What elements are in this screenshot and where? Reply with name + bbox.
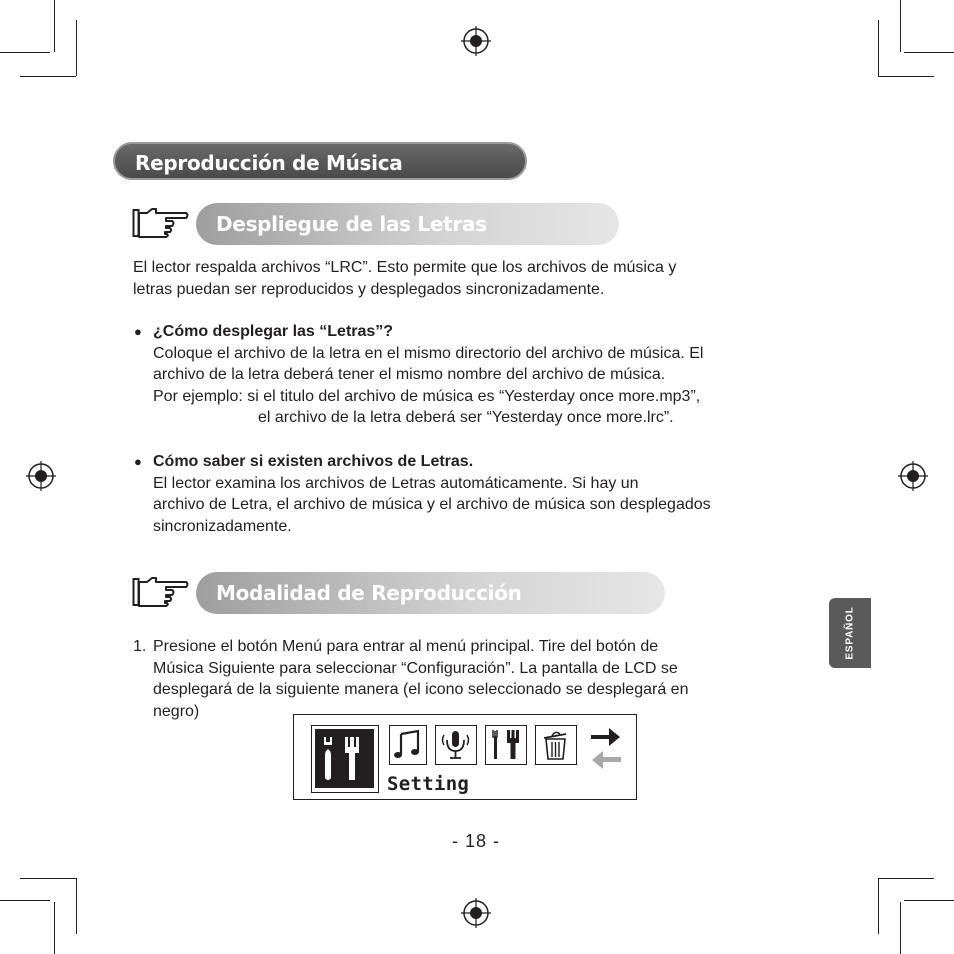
step-line: negro) bbox=[153, 702, 200, 720]
bullet2-line: El lector examina los archivos de Letras automáticamente. Si hay un bbox=[153, 474, 639, 492]
page-number: - 18 - bbox=[452, 831, 501, 851]
registration-mark-top bbox=[461, 26, 491, 56]
step-line: Presione el botón Menú para entrar al menú principal. Tire del botón de bbox=[153, 638, 659, 655]
bullet1-line: archivo de la letra deberá tener el mismo nombre del archivo de música. bbox=[153, 366, 666, 383]
settings-selected-icon[interactable] bbox=[485, 725, 527, 765]
subsection-title-lyrics: Despliegue de las Letras bbox=[216, 212, 487, 236]
music-note-icon bbox=[389, 725, 427, 765]
step-line: Música Siguiente para seleccionar “Configuración”. La pantalla de LCD se bbox=[153, 659, 678, 677]
lcd-screen bbox=[293, 714, 637, 800]
bullet-icon: ● bbox=[134, 324, 142, 339]
registration-mark-bottom bbox=[461, 898, 491, 928]
step-line: desplegará de la siguiente manera (el icono seleccionado se desplegará en bbox=[153, 681, 689, 698]
navigation-arrows-icon bbox=[589, 725, 623, 769]
section-title: Reproducción de Música bbox=[135, 151, 403, 175]
bullet-icon: ● bbox=[134, 454, 142, 469]
language-label: ESPAÑOL bbox=[844, 606, 856, 660]
intro-line-2: letras puedan ser reproducidos y desplegados sincronizadamente. bbox=[133, 280, 605, 298]
bullet2-line: sincronizadamente. bbox=[153, 517, 292, 535]
bullet1-line: Por ejemplo: si el titulo del archivo de música es “Yesterday once more.mp3”, bbox=[153, 387, 701, 405]
section-title-banner bbox=[113, 142, 527, 180]
subsection-title-playmode: Modalidad de Reproducción bbox=[216, 581, 522, 605]
lcd-label: Setting bbox=[387, 773, 470, 795]
registration-mark-right bbox=[898, 461, 928, 491]
settings-large-icon bbox=[311, 725, 379, 793]
subsection-banner-lyrics bbox=[196, 203, 619, 245]
pointing-hand-icon bbox=[132, 576, 190, 608]
bullet1-heading: ¿Cómo desplegar las “Letras”? bbox=[153, 323, 394, 340]
microphone-icon bbox=[435, 725, 477, 765]
bullet1-line: el archivo de la letra deberá ser “Yesterday once more.lrc”. bbox=[258, 409, 674, 426]
trash-icon bbox=[535, 725, 577, 765]
bullet2-line: archivo de Letra, el archivo de música y el archivo de música son desplegados bbox=[153, 496, 711, 513]
pointing-hand-icon bbox=[132, 207, 190, 239]
bullet2-heading: Cómo saber si existen archivos de Letras. bbox=[153, 453, 474, 470]
subsection-banner-playmode bbox=[196, 572, 665, 614]
intro-line-1: El lector respalda archivos “LRC”. Esto permite que los archivos de música y bbox=[133, 259, 677, 276]
language-side-tab bbox=[829, 598, 871, 668]
bullet1-line: Coloque el archivo de la letra en el mismo directorio del archivo de música. El bbox=[153, 344, 704, 362]
registration-mark-left bbox=[26, 461, 56, 491]
step-number: 1. bbox=[133, 638, 147, 655]
